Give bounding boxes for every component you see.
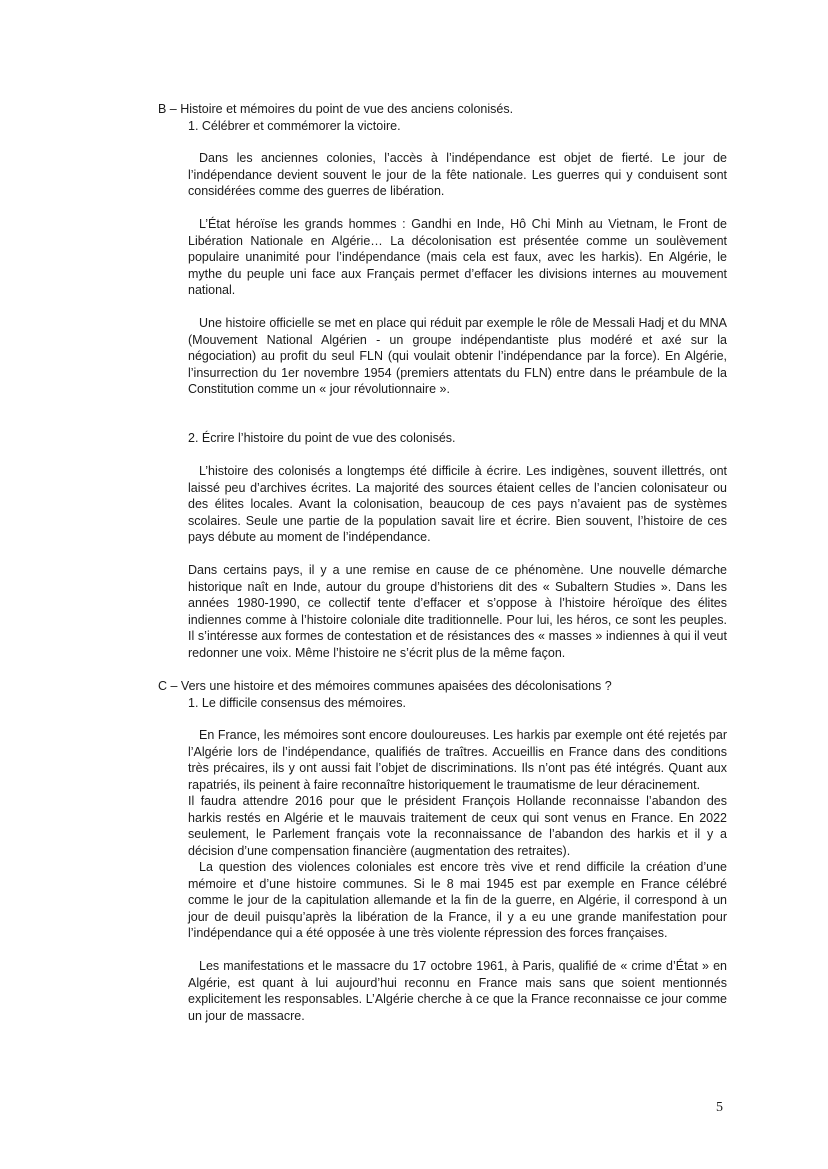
section-b-heading: B – Histoire et mémoires du point de vue des anciens colonisés.	[158, 102, 514, 116]
paragraph: Il faudra attendre 2016 pour que le président François Hollande reconnaisse l’abandon des harkis restés en Algérie et le mauvais traitement de ceux qui sont venus en France. En 2022 seulement, le Parlement français vote la reconnaissance de l’abandon des harkis et il y a décision d’une compensation financière (augmentation des retraites).	[188, 794, 727, 858]
page-number: 5	[716, 1100, 723, 1115]
paragraph: Dans les anciennes colonies, l’accès à l’indépendance est objet de fierté. Le jour de l’indépendance devient souvent le jour de la fête nationale. Les guerres qui y conduisent sont considérées comme des guerres de libération.	[188, 151, 727, 198]
paragraph: La question des violences coloniales est encore très vive et rend difficile la création d’une mémoire et d’une histoire communes. Si le 8 mai 1945 est par exemple en France célébré comme le jour de la capitulation allemande et la fin de la guerre, en Algérie, il correspond à un jour de deuil puisqu’après la libération de la France, il y a eu une grande manifestation pour l’indépendance qui a été opposée à une très violente répression des forces françaises.	[188, 860, 727, 940]
paragraph: Une histoire officielle se met en place qui réduit par exemple le rôle de Messali Hadj et du MNA (Mouvement National Algérien - un groupe indépendantiste plus modéré et axé sur la négociation) au profit du seul FLN (qui voulait obtenir l’indépendance par la force). En Algérie, l’insurrection du 1er novembre 1954 (premiers attentats du FLN) entre dans le préambule de la Constitution comme un « jour révolutionnaire ».	[188, 316, 727, 396]
section-c-heading: C – Vers une histoire et des mémoires communes apaisées des décolonisations ?	[158, 679, 612, 693]
section-c1-heading: 1. Le difficile consensus des mémoires.	[188, 696, 406, 710]
paragraph: L’histoire des colonisés a longtemps été difficile à écrire. Les indigènes, souvent illettrés, ont laissé peu d’archives écrites. La majorité des sources étaient celles de l’ancien colonisateur ou des élites locales. Avant la colonisation, beaucoup de ces pays n’avaient pas de systèmes scolaires. Seule une partie de la population savait lire et écrire. Bien souvent, l’histoire de ces pays débute au moment de l’indépendance.	[188, 464, 727, 544]
section-b2-heading: 2. Écrire l’histoire du point de vue des colonisés.	[188, 431, 456, 445]
paragraph: Les manifestations et le massacre du 17 octobre 1961, à Paris, qualifié de « crime d’État » en Algérie, est quant à lui aujourd’hui reconnu en France mais sans que soient mentionnés explicitement les responsables. L’Algérie cherche à ce que la France reconnaisse ce jour comme un jour de massacre.	[188, 959, 727, 1023]
paragraph: L’État héroïse les grands hommes : Gandhi en Inde, Hô Chi Minh au Vietnam, le Front de Libération Nationale en Algérie… La décolonisation est présentée comme un soulèvement populaire unanimité pour l’indépendance (mais cela est faux, avec les harkis). En Algérie, le mythe du peuple uni face aux Français permet d’effacer les divisions internes au mouvement national.	[188, 217, 727, 297]
paragraph: En France, les mémoires sont encore douloureuses. Les harkis par exemple ont été rejetés par l’Algérie lors de l’indépendance, qualifiés de traîtres. Accueillis en France dans des conditions très précaires, ils y ont aussi fait l’objet de discriminations. Ils n’ont pas été intégrés. Quant aux rapatriés, ils peinent à faire reconnaître historiquement le traumatisme de leur déracinement.	[188, 728, 727, 792]
paragraph: Dans certains pays, il y a une remise en cause de ce phénomène. Une nouvelle démarche historique naît en Inde, autour du groupe d’historiens dit des « Subaltern Studies ». Dans les années 1980-1990, ce collectif tente d’effacer et s’oppose à l’histoire héroïque des élites indiennes comme à l’histoire coloniale dite traditionnelle. Pour lui, les héros, ce sont les peuples. Il s’intéresse aux formes de contestation et de résistances des « masses » indiennes à qui il veut redonner une voix. Même l’histoire ne s’écrit plus de la même façon.	[188, 563, 727, 660]
section-b1-heading: 1. Célébrer et commémorer la victoire.	[188, 119, 401, 133]
